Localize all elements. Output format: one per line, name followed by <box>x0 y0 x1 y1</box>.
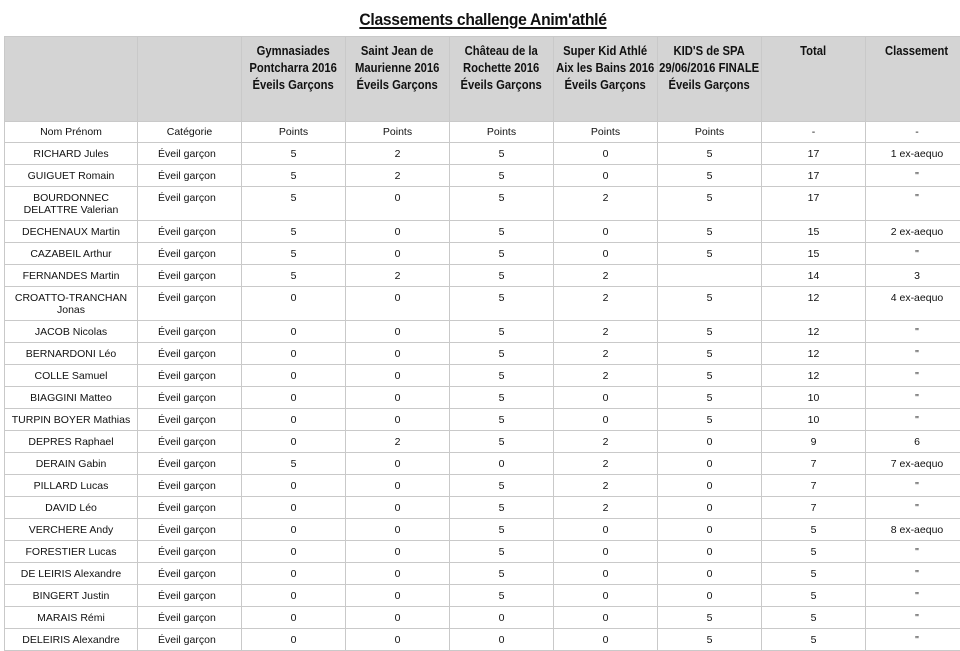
cell-total: 7 <box>762 453 866 475</box>
cell-total: 7 <box>762 497 866 519</box>
cell-name: PILLARD Lucas <box>5 475 138 497</box>
cell-total: 17 <box>762 187 866 221</box>
cell-total: 5 <box>762 607 866 629</box>
cell-points-event-1: 0 <box>242 321 346 343</box>
cell-points-event-3: 5 <box>450 165 554 187</box>
cell-points-event-1: 0 <box>242 563 346 585</box>
cell-points-event-3: 5 <box>450 585 554 607</box>
cell-ranking: 6 <box>866 431 960 453</box>
cell-category: Éveil garçon <box>138 321 242 343</box>
cell-name: BERNARDONI Léo <box>5 343 138 365</box>
subheader-cell: Points <box>242 122 346 143</box>
cell-ranking: " <box>866 475 960 497</box>
cell-points-event-2: 0 <box>346 387 450 409</box>
cell-points-event-3: 5 <box>450 475 554 497</box>
cell-category: Éveil garçon <box>138 585 242 607</box>
cell-points-event-5 <box>658 265 762 287</box>
table-row <box>5 143 960 165</box>
cell-points-event-4: 0 <box>554 629 658 651</box>
header-ranking-label: Classement <box>866 43 960 60</box>
cell-points-event-2: 0 <box>346 365 450 387</box>
cell-total: 17 <box>762 165 866 187</box>
cell-points-event-1: 0 <box>242 387 346 409</box>
cell-points-event-1: 0 <box>242 629 346 651</box>
cell-points-event-4: 2 <box>554 453 658 475</box>
cell-category: Éveil garçon <box>138 265 242 287</box>
results-table <box>4 36 960 651</box>
cell-points-event-5: 5 <box>658 409 762 431</box>
cell-points-event-5: 5 <box>658 243 762 265</box>
cell-points-event-3: 5 <box>450 287 554 321</box>
cell-points-event-4: 0 <box>554 541 658 563</box>
cell-category: Éveil garçon <box>138 365 242 387</box>
cell-name: GUIGUET Romain <box>5 165 138 187</box>
table-row <box>5 431 960 453</box>
cell-points-event-3: 5 <box>450 221 554 243</box>
cell-ranking: 2 ex-aequo <box>866 221 960 243</box>
cell-points-event-4: 0 <box>554 243 658 265</box>
cell-category: Éveil garçon <box>138 143 242 165</box>
cell-points-event-1: 0 <box>242 585 346 607</box>
table-row <box>5 387 960 409</box>
cell-points-event-5: 5 <box>658 221 762 243</box>
cell-points-event-4: 0 <box>554 221 658 243</box>
cell-category: Éveil garçon <box>138 431 242 453</box>
header-event-5-label: KID'S de SPA 29/06/2016 FINALE Éveils Garçons <box>658 43 761 94</box>
cell-total: 5 <box>762 541 866 563</box>
cell-points-event-5: 5 <box>658 143 762 165</box>
cell-points-event-5: 5 <box>658 629 762 651</box>
cell-category: Éveil garçon <box>138 475 242 497</box>
cell-points-event-4: 0 <box>554 563 658 585</box>
cell-points-event-4: 0 <box>554 607 658 629</box>
cell-points-event-2: 0 <box>346 585 450 607</box>
cell-category: Éveil garçon <box>138 453 242 475</box>
table-header-row <box>5 37 960 122</box>
cell-total: 14 <box>762 265 866 287</box>
cell-points-event-3: 5 <box>450 265 554 287</box>
cell-points-event-1: 5 <box>242 243 346 265</box>
cell-name: FORESTIER Lucas <box>5 541 138 563</box>
cell-points-event-2: 0 <box>346 409 450 431</box>
cell-category: Éveil garçon <box>138 409 242 431</box>
table-row <box>5 287 960 321</box>
cell-total: 10 <box>762 409 866 431</box>
cell-points-event-3: 0 <box>450 629 554 651</box>
cell-category: Éveil garçon <box>138 165 242 187</box>
cell-ranking: 8 ex-aequo <box>866 519 960 541</box>
table-row <box>5 343 960 365</box>
cell-ranking: " <box>866 585 960 607</box>
cell-total: 5 <box>762 585 866 607</box>
cell-points-event-2: 0 <box>346 343 450 365</box>
cell-points-event-2: 2 <box>346 165 450 187</box>
header-blank-name <box>5 37 138 122</box>
table-row <box>5 497 960 519</box>
header-event-2-label: Saint Jean de Maurienne 2016 Éveils Garçons <box>346 43 449 94</box>
cell-points-event-4: 2 <box>554 365 658 387</box>
table-row <box>5 475 960 497</box>
cell-total: 5 <box>762 563 866 585</box>
cell-points-event-5: 0 <box>658 475 762 497</box>
cell-total: 7 <box>762 475 866 497</box>
cell-points-event-4: 2 <box>554 497 658 519</box>
cell-name: CAZABEIL Arthur <box>5 243 138 265</box>
cell-points-event-3: 5 <box>450 365 554 387</box>
cell-points-event-1: 5 <box>242 221 346 243</box>
cell-name: BIAGGINI Matteo <box>5 387 138 409</box>
header-ranking <box>866 37 960 122</box>
header-event-4-label: Super Kid Athlé Aix les Bains 2016 Éveils Garçons <box>554 43 657 94</box>
subheader-cell: - <box>762 122 866 143</box>
header-event-2 <box>346 37 450 122</box>
cell-points-event-3: 5 <box>450 541 554 563</box>
cell-points-event-3: 5 <box>450 143 554 165</box>
cell-points-event-4: 0 <box>554 519 658 541</box>
table-row <box>5 607 960 629</box>
cell-points-event-1: 0 <box>242 475 346 497</box>
cell-points-event-5: 5 <box>658 321 762 343</box>
cell-ranking: " <box>866 321 960 343</box>
cell-points-event-4: 2 <box>554 475 658 497</box>
table-row <box>5 629 960 651</box>
cell-name: DERAIN Gabin <box>5 453 138 475</box>
cell-points-event-3: 5 <box>450 187 554 221</box>
table-row <box>5 165 960 187</box>
cell-points-event-2: 0 <box>346 497 450 519</box>
cell-points-event-4: 2 <box>554 321 658 343</box>
cell-category: Éveil garçon <box>138 243 242 265</box>
cell-points-event-5: 0 <box>658 585 762 607</box>
cell-points-event-4: 2 <box>554 431 658 453</box>
table-row <box>5 365 960 387</box>
cell-points-event-1: 0 <box>242 365 346 387</box>
cell-points-event-1: 5 <box>242 165 346 187</box>
cell-points-event-4: 0 <box>554 585 658 607</box>
cell-points-event-5: 0 <box>658 563 762 585</box>
cell-points-event-3: 5 <box>450 431 554 453</box>
cell-total: 12 <box>762 365 866 387</box>
cell-ranking: " <box>866 563 960 585</box>
page-title: Classements challenge Anim'athlé <box>39 10 928 30</box>
cell-points-event-5: 5 <box>658 287 762 321</box>
cell-name: DELEIRIS Alexandre <box>5 629 138 651</box>
cell-category: Éveil garçon <box>138 541 242 563</box>
cell-total: 5 <box>762 519 866 541</box>
table-row <box>5 453 960 475</box>
table-row <box>5 321 960 343</box>
cell-points-event-1: 0 <box>242 541 346 563</box>
cell-name: DE LEIRIS Alexandre <box>5 563 138 585</box>
cell-name: DAVID Léo <box>5 497 138 519</box>
table-row <box>5 541 960 563</box>
cell-name: DEPRES Raphael <box>5 431 138 453</box>
cell-category: Éveil garçon <box>138 187 242 221</box>
cell-category: Éveil garçon <box>138 519 242 541</box>
cell-total: 15 <box>762 221 866 243</box>
cell-points-event-3: 5 <box>450 519 554 541</box>
cell-points-event-2: 0 <box>346 287 450 321</box>
cell-points-event-2: 0 <box>346 629 450 651</box>
cell-ranking: 3 <box>866 265 960 287</box>
cell-points-event-1: 5 <box>242 265 346 287</box>
table-subheader-row <box>5 122 960 143</box>
cell-points-event-5: 5 <box>658 607 762 629</box>
cell-name: FERNANDES Martin <box>5 265 138 287</box>
cell-total: 15 <box>762 243 866 265</box>
cell-name: BOURDONNEC DELATTRE Valerian <box>5 187 138 221</box>
cell-points-event-2: 0 <box>346 187 450 221</box>
table-row <box>5 409 960 431</box>
header-event-3-label: Château de la Rochette 2016 Éveils Garçons <box>450 43 553 94</box>
header-total-label: Total <box>762 43 865 60</box>
cell-points-event-2: 0 <box>346 475 450 497</box>
cell-category: Éveil garçon <box>138 607 242 629</box>
subheader-cell: Nom Prénom <box>5 122 138 143</box>
cell-points-event-4: 0 <box>554 387 658 409</box>
cell-total: 17 <box>762 143 866 165</box>
header-blank-category <box>138 37 242 122</box>
cell-points-event-3: 0 <box>450 453 554 475</box>
cell-ranking: " <box>866 365 960 387</box>
cell-points-event-2: 0 <box>346 243 450 265</box>
cell-ranking: " <box>866 409 960 431</box>
cell-points-event-1: 0 <box>242 497 346 519</box>
cell-points-event-5: 5 <box>658 165 762 187</box>
cell-points-event-2: 2 <box>346 431 450 453</box>
cell-points-event-1: 0 <box>242 431 346 453</box>
cell-name: COLLE Samuel <box>5 365 138 387</box>
cell-ranking: 7 ex-aequo <box>866 453 960 475</box>
cell-points-event-2: 0 <box>346 541 450 563</box>
cell-points-event-5: 5 <box>658 343 762 365</box>
cell-points-event-1: 0 <box>242 519 346 541</box>
cell-points-event-4: 2 <box>554 287 658 321</box>
cell-points-event-2: 0 <box>346 563 450 585</box>
cell-points-event-4: 0 <box>554 165 658 187</box>
cell-ranking: " <box>866 387 960 409</box>
cell-points-event-4: 2 <box>554 187 658 221</box>
subheader-cell: Catégorie <box>138 122 242 143</box>
cell-points-event-5: 0 <box>658 497 762 519</box>
cell-total: 10 <box>762 387 866 409</box>
cell-category: Éveil garçon <box>138 497 242 519</box>
header-event-3 <box>450 37 554 122</box>
cell-points-event-2: 0 <box>346 321 450 343</box>
table-row <box>5 243 960 265</box>
cell-name: CROATTO-TRANCHAN Jonas <box>5 287 138 321</box>
table-row <box>5 265 960 287</box>
cell-category: Éveil garçon <box>138 629 242 651</box>
cell-category: Éveil garçon <box>138 221 242 243</box>
cell-ranking: " <box>866 607 960 629</box>
cell-ranking: 4 ex-aequo <box>866 287 960 321</box>
table-row <box>5 187 960 221</box>
table-row <box>5 221 960 243</box>
cell-points-event-5: 0 <box>658 453 762 475</box>
cell-points-event-2: 0 <box>346 607 450 629</box>
cell-points-event-1: 5 <box>242 143 346 165</box>
cell-points-event-4: 0 <box>554 143 658 165</box>
cell-points-event-3: 5 <box>450 563 554 585</box>
cell-points-event-3: 5 <box>450 497 554 519</box>
cell-ranking: 1 ex-aequo <box>866 143 960 165</box>
subheader-cell: - <box>866 122 960 143</box>
cell-category: Éveil garçon <box>138 343 242 365</box>
header-event-5 <box>658 37 762 122</box>
cell-ranking: " <box>866 497 960 519</box>
cell-ranking: " <box>866 243 960 265</box>
cell-total: 12 <box>762 287 866 321</box>
cell-points-event-4: 2 <box>554 343 658 365</box>
cell-points-event-4: 0 <box>554 409 658 431</box>
cell-points-event-3: 5 <box>450 243 554 265</box>
cell-points-event-2: 0 <box>346 519 450 541</box>
cell-points-event-5: 0 <box>658 541 762 563</box>
cell-points-event-1: 0 <box>242 343 346 365</box>
cell-points-event-3: 0 <box>450 607 554 629</box>
header-event-4 <box>554 37 658 122</box>
cell-points-event-1: 0 <box>242 409 346 431</box>
table-row <box>5 519 960 541</box>
header-event-1-label: Gymnasiades Pontcharra 2016 Éveils Garçons <box>242 43 345 94</box>
subheader-cell: Points <box>450 122 554 143</box>
cell-points-event-1: 0 <box>242 607 346 629</box>
subheader-cell: Points <box>554 122 658 143</box>
cell-name: JACOB Nicolas <box>5 321 138 343</box>
cell-total: 5 <box>762 629 866 651</box>
subheader-cell: Points <box>346 122 450 143</box>
cell-name: TURPIN BOYER Mathias <box>5 409 138 431</box>
cell-total: 12 <box>762 321 866 343</box>
cell-points-event-2: 2 <box>346 143 450 165</box>
cell-points-event-5: 0 <box>658 431 762 453</box>
cell-points-event-1: 0 <box>242 287 346 321</box>
cell-points-event-3: 5 <box>450 409 554 431</box>
cell-points-event-5: 5 <box>658 387 762 409</box>
cell-name: MARAIS Rémi <box>5 607 138 629</box>
cell-ranking: " <box>866 165 960 187</box>
cell-points-event-5: 0 <box>658 519 762 541</box>
cell-ranking: " <box>866 187 960 221</box>
cell-points-event-4: 2 <box>554 265 658 287</box>
cell-name: RICHARD Jules <box>5 143 138 165</box>
cell-ranking: " <box>866 541 960 563</box>
cell-name: BINGERT Justin <box>5 585 138 607</box>
cell-points-event-2: 2 <box>346 265 450 287</box>
cell-name: DECHENAUX Martin <box>5 221 138 243</box>
cell-points-event-1: 5 <box>242 187 346 221</box>
table-row <box>5 563 960 585</box>
subheader-cell: Points <box>658 122 762 143</box>
header-event-1 <box>242 37 346 122</box>
cell-points-event-2: 0 <box>346 221 450 243</box>
table-row <box>5 585 960 607</box>
cell-name: VERCHERE Andy <box>5 519 138 541</box>
cell-category: Éveil garçon <box>138 287 242 321</box>
cell-points-event-3: 5 <box>450 387 554 409</box>
cell-points-event-5: 5 <box>658 187 762 221</box>
cell-points-event-3: 5 <box>450 321 554 343</box>
cell-ranking: " <box>866 629 960 651</box>
cell-points-event-3: 5 <box>450 343 554 365</box>
cell-points-event-1: 5 <box>242 453 346 475</box>
cell-points-event-5: 5 <box>658 365 762 387</box>
cell-total: 12 <box>762 343 866 365</box>
cell-ranking: " <box>866 343 960 365</box>
cell-points-event-2: 0 <box>346 453 450 475</box>
cell-category: Éveil garçon <box>138 387 242 409</box>
cell-total: 9 <box>762 431 866 453</box>
header-total <box>762 37 866 122</box>
cell-category: Éveil garçon <box>138 563 242 585</box>
